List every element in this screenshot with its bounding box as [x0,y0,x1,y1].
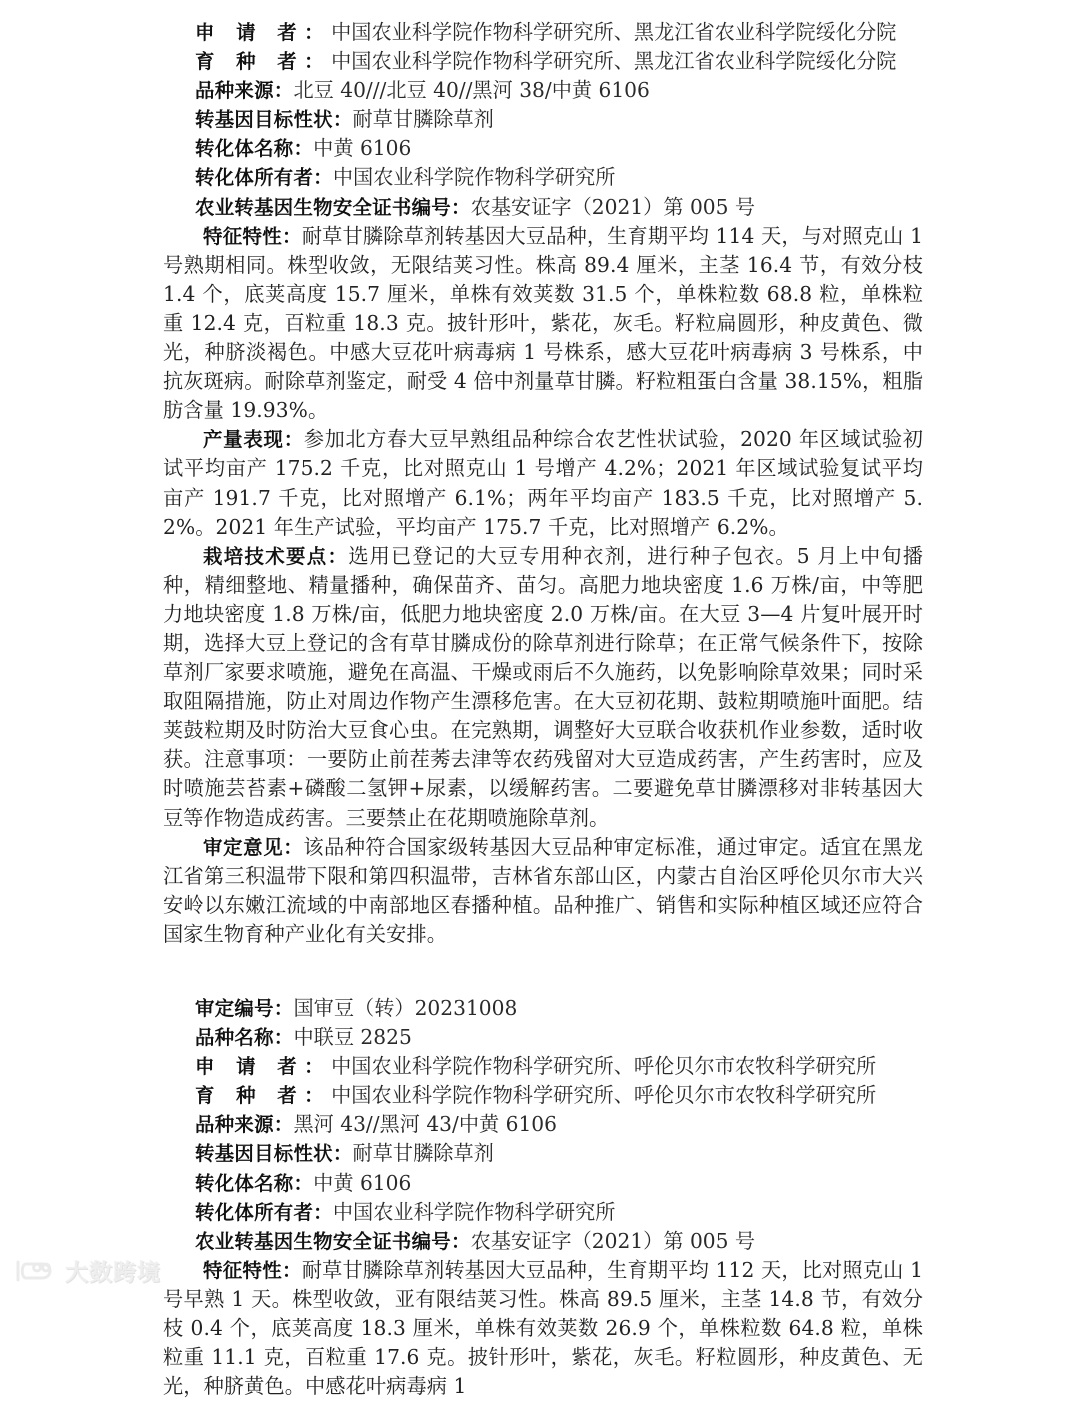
field-value: 北豆 40///北豆 40//黑河 38/中黄 6106 [293,78,650,103]
field-variety-source-2 [163,1110,923,1139]
field-label: 申 请 者： [195,1055,332,1079]
field-label: 转化体所有者： [195,1200,333,1224]
field-value: 耐草甘膦除草剂 [352,1141,494,1166]
field-breeder-2 [163,1081,923,1110]
paragraph-cultivation-techniques-1 [163,542,923,833]
field-value: 农基安证字（2021）第 005 号 [470,194,756,219]
field-label: 申 请 者： [195,21,332,44]
paragraph-label: 特征特性： [203,224,302,248]
field-breeder-1 [163,47,923,76]
field-label: 品种来源： [195,79,294,103]
field-value: 国审豆（转）20231008 [293,996,518,1020]
paragraph-review-opinion-1 [163,833,923,949]
field-biosafety-certificate-number-1 [163,193,923,222]
paragraph-label: 审定意见： [203,835,304,859]
field-variety-name-2 [163,1023,923,1052]
paragraph-text: 耐草甘膦除草剂转基因大豆品种，生育期平均 112 天，比对照克山 1 号早熟 1 天。株型收敛，亚有限结荚习性。株高 89.5 厘米，主茎 14.8 节，有效分枝 0.4 个，底荚高度 18.3 厘米，单株有效荚数 26.9 个，单株粒数 64.8 粒，单株粒重 11.1 克，百粒重 17.6 克。披针形叶，紫花，灰毛。籽粒圆形，种皮黄色、无光，种脐黄色。中感花叶病毒病 1 [163,1257,924,1399]
field-label: 农业转基因生物安全证书编号： [195,195,471,219]
field-label: 育 种 者： [195,1084,332,1108]
field-label: 转化体名称： [195,1171,314,1195]
paragraph-label: 产量表现： [203,428,304,452]
field-variety-source-1 [163,76,923,105]
section-spacer [163,949,923,994]
logo-mark-icon [12,1258,58,1284]
field-applicant-1 [163,18,923,47]
field-label: 转化体所有者： [195,166,333,190]
paragraph-characteristics-1 [163,222,923,426]
field-value: 黑河 43//黑河 43/中黄 6106 [293,1112,557,1137]
field-label: 农业转基因生物安全证书编号： [195,1229,471,1253]
field-value: 中国农业科学院作物科学研究所、黑龙江省农业科学院绥化分院 [331,20,897,44]
field-label: 转化体名称： [195,137,314,161]
paragraph-characteristics-2 [163,1256,923,1401]
paragraph-text: 耐草甘膦除草剂转基因大豆品种，生育期平均 114 天，与对照克山 1 号熟期相同。株型收敛，无限结荚习性。株高 89.4 厘米，主茎 16.4 节，有效分枝 1.4 个，底荚高度 15.7 厘米，单株有效荚数 31.5 个，单株粒数 68.8 粒，单株粒重 12.4 克，百粒重 18.3 克。披针形叶，紫花，灰毛。籽粒扁圆形，种皮黄色、微光，种脐淡褐色。中感大豆花叶病毒病 1 号株系，感大豆花叶病毒病 3 号株系，中抗灰斑病。耐除草剂鉴定，耐受 4 倍中剂量草甘膦。籽粒粗蛋白含量 38.15%，粗脂肪含量 19.93%。 [163,223,924,423]
field-value: 中国农业科学院作物科学研究所 [332,165,616,190]
watermark-text: 大数跨境 [65,1260,161,1286]
field-label: 育 种 者： [195,50,332,74]
field-value: 农基安证字（2021）第 005 号 [470,1228,756,1253]
field-transgenic-trait-2 [163,1139,923,1168]
paragraph-yield-performance-1 [163,425,923,541]
field-label: 品种来源： [195,1113,294,1137]
field-value: 中联豆 2825 [293,1025,412,1050]
field-transformation-event-name-2 [163,1169,923,1198]
field-transformation-event-name-1 [163,134,923,163]
field-value: 中黄 6106 [313,136,412,161]
paragraph-text: 该品种符合国家级转基因大豆品种审定标准，通过审定。适宜在黑龙江省第三积温带下限和第四积温带，吉林省东部山区，内蒙古自治区呼伦贝尔市大兴安岭以东嫩江流域的中南部地区春播种植。品种推广、销售和实际种植区域还应符合国家生物育种产业化有关安排。 [163,834,923,946]
field-transgenic-trait-1 [163,105,923,134]
field-value: 中国农业科学院作物科学研究所、呼伦贝尔市农牧科学研究所 [331,1083,877,1108]
field-transformation-event-owner-2 [163,1198,923,1227]
field-label: 品种名称： [195,1026,294,1050]
field-label: 转基因目标性状： [195,1142,353,1166]
field-transformation-event-owner-1 [163,163,923,192]
field-value: 耐草甘膦除草剂 [352,107,494,132]
variety-record-1 [163,18,923,949]
field-label: 转基因目标性状： [195,108,353,132]
variety-record-2 [163,994,923,1401]
document-content [163,18,923,1401]
field-value: 中黄 6106 [313,1170,412,1195]
paragraph-label: 栽培技术要点： [203,544,349,568]
paragraph-text: 选用已登记的大豆专用种衣剂，进行种子包衣。5 月上中旬播种，精细整地、精量播种，确保苗齐、苗匀。高肥力地块密度 1.6 万株/亩，中等肥力地块密度 1.8 万株/亩，低肥力地块密度 2.0 万株/亩。在大豆 3—4 片复叶展开时期，选择大豆上登记的含有草甘膦成份的除草剂进行除草；在正常气候条件下，按除草剂厂家要求喷施，避免在高温、干燥或雨后不久施药，以免影响除草效果；同时采取阻隔措施，防止对周边作物产生漂移危害。在大豆初花期、鼓粒期喷施叶面肥。结荚鼓粒期及时防治大豆食心虫。在完熟期，调整好大豆联合收获机作业参数，适时收获。注意事项：一要防止前茬莠去津等农药残留对大豆造成药害，产生药害时，应及时喷施芸苔素+磷酸二氢钾+尿素，以缓解药害。二要避免草甘膦漂移对非转基因大豆等作物造成药害。三要禁止在花期喷施除草剂。 [163,543,923,830]
field-value: 中国农业科学院作物科学研究所、呼伦贝尔市农牧科学研究所 [331,1054,877,1079]
watermark [12,1254,161,1287]
field-value: 中国农业科学院作物科学研究所、黑龙江省农业科学院绥化分院 [331,49,897,74]
paragraph-text: 参加北方春大豆早熟组品种综合农艺性状试验，2020 年区域试验初试平均亩产 175.2 千克，比对照克山 1 号增产 4.2%；2021 年区域试验复试平均亩产 191.7 千克，比对照增产 6.1%；两年平均亩产 183.5 千克，比对照增产 5.2%。2021 年生产试验，平均亩产 175.7 千克，比对照增产 6.2%。 [163,427,923,539]
paragraph-label: 特征特性： [203,1258,302,1282]
field-biosafety-certificate-number-2 [163,1227,923,1256]
field-value: 中国农业科学院作物科学研究所 [332,1199,616,1224]
field-applicant-2 [163,1052,923,1081]
field-label: 审定编号： [195,997,294,1020]
field-approval-number-2 [163,994,923,1023]
